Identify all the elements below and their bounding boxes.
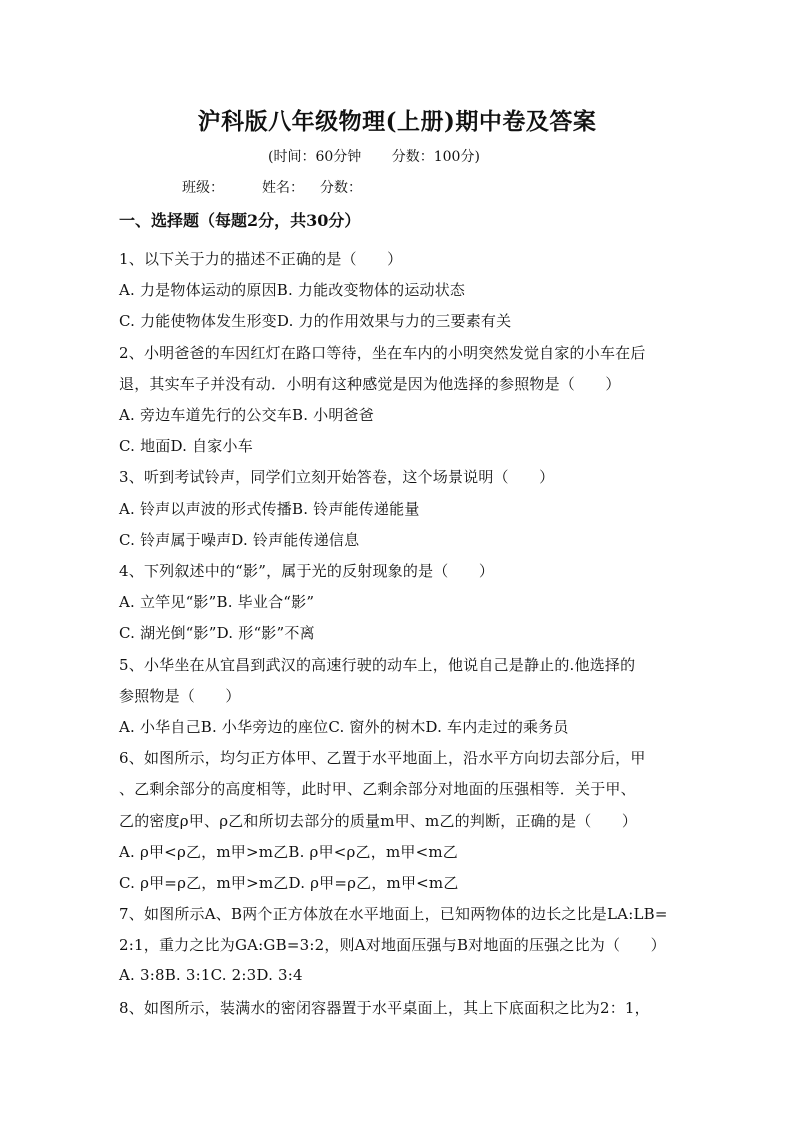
question-5: 5、小华坐在从宜昌到武汉的高速行驶的动车上，他说自己是静止的.他选择的 bbox=[119, 656, 636, 674]
q1-options-ab: A. 力是物体运动的原因B. 力能改变物体的运动状态 bbox=[119, 281, 466, 299]
question-3: 3、听到考试铃声，同学们立刻开始答卷，这个场景说明（ ） bbox=[119, 468, 555, 486]
exam-meta bbox=[268, 146, 480, 166]
question-5-cont: 参照物是（ ） bbox=[119, 687, 241, 705]
score-label: 分数： bbox=[320, 180, 362, 196]
class-label: 班级： bbox=[182, 180, 224, 196]
question-6: 6、如图所示，均匀正方体甲、乙置于水平地面上，沿水平方向切去部分后，甲 bbox=[119, 749, 646, 767]
q6-options-cd: C. ρ甲=ρ乙，m甲>m乙D. ρ甲=ρ乙，m甲<m乙 bbox=[119, 874, 459, 892]
time-limit: (时间：60分钟 bbox=[268, 149, 362, 165]
q2-options-ab: A. 旁边车道先行的公交车B. 小明爸爸 bbox=[119, 406, 374, 424]
question-2: 2、小明爸爸的车因红灯在路口等待，坐在车内的小明突然发觉自家的小车在后 bbox=[119, 344, 646, 362]
question-6-cont2: 乙的密度ρ甲、ρ乙和所切去部分的质量m甲、m乙的判断，正确的是（ ） bbox=[119, 812, 638, 830]
total-score: 分数：100分) bbox=[391, 149, 480, 165]
q6-options-ab: A. ρ甲<ρ乙，m甲>m乙B. ρ甲<ρ乙，m甲<m乙 bbox=[119, 843, 458, 861]
question-7-cont: 2:1，重力之比为GA:GB=3:2，则A对地面压强与B对地面的压强之比为（ ） bbox=[119, 936, 666, 954]
q3-options-ab: A. 铃声以声波的形式传播B. 铃声能传递能量 bbox=[119, 500, 420, 518]
q5-options: A. 小华自己B. 小华旁边的座位C. 窗外的树木D. 车内走过的乘务员 bbox=[119, 718, 569, 736]
q1-options-cd: C. 力能使物体发生形变D. 力的作用效果与力的三要素有关 bbox=[119, 312, 512, 330]
section-heading: 一、选择题（每题2分，共30分） bbox=[119, 211, 361, 230]
name-label: 姓名： bbox=[262, 180, 304, 196]
q7-options: A. 3:8B. 3:1C. 2:3D. 3:4 bbox=[119, 966, 303, 984]
q3-options-cd: C. 铃声属于噪声D. 铃声能传递信息 bbox=[119, 531, 360, 549]
q2-options-cd: C. 地面D. 自家小车 bbox=[119, 437, 253, 455]
page-title: 沪科版八年级物理(上册)期中卷及答案 bbox=[197, 108, 597, 135]
question-7: 7、如图所示A、B两个正方体放在水平地面上，已知两物体的边长之比是LA:LB= bbox=[119, 905, 668, 923]
question-4: 4、下列叙述中的“影”，属于光的反射现象的是（ ） bbox=[119, 562, 495, 580]
question-2-cont: 退，其实车子并没有动．小明有这种感觉是因为他选择的参照物是（ ） bbox=[119, 375, 621, 393]
q4-options-ab: A. 立竿见“影”B. 毕业合“影” bbox=[119, 593, 315, 611]
question-6-cont: 、乙剩余部分的高度相等，此时甲、乙剩余部分对地面的压强相等．关于甲、 bbox=[119, 780, 636, 798]
question-1: 1、以下关于力的描述不正确的是（ ） bbox=[119, 250, 403, 268]
question-8: 8、如图所示，装满水的密闭容器置于水平桌面上，其上下底面积之比为2：1， bbox=[119, 999, 650, 1017]
q4-options-cd: C. 湖光倒“影”D. 形“影”不离 bbox=[119, 624, 315, 642]
